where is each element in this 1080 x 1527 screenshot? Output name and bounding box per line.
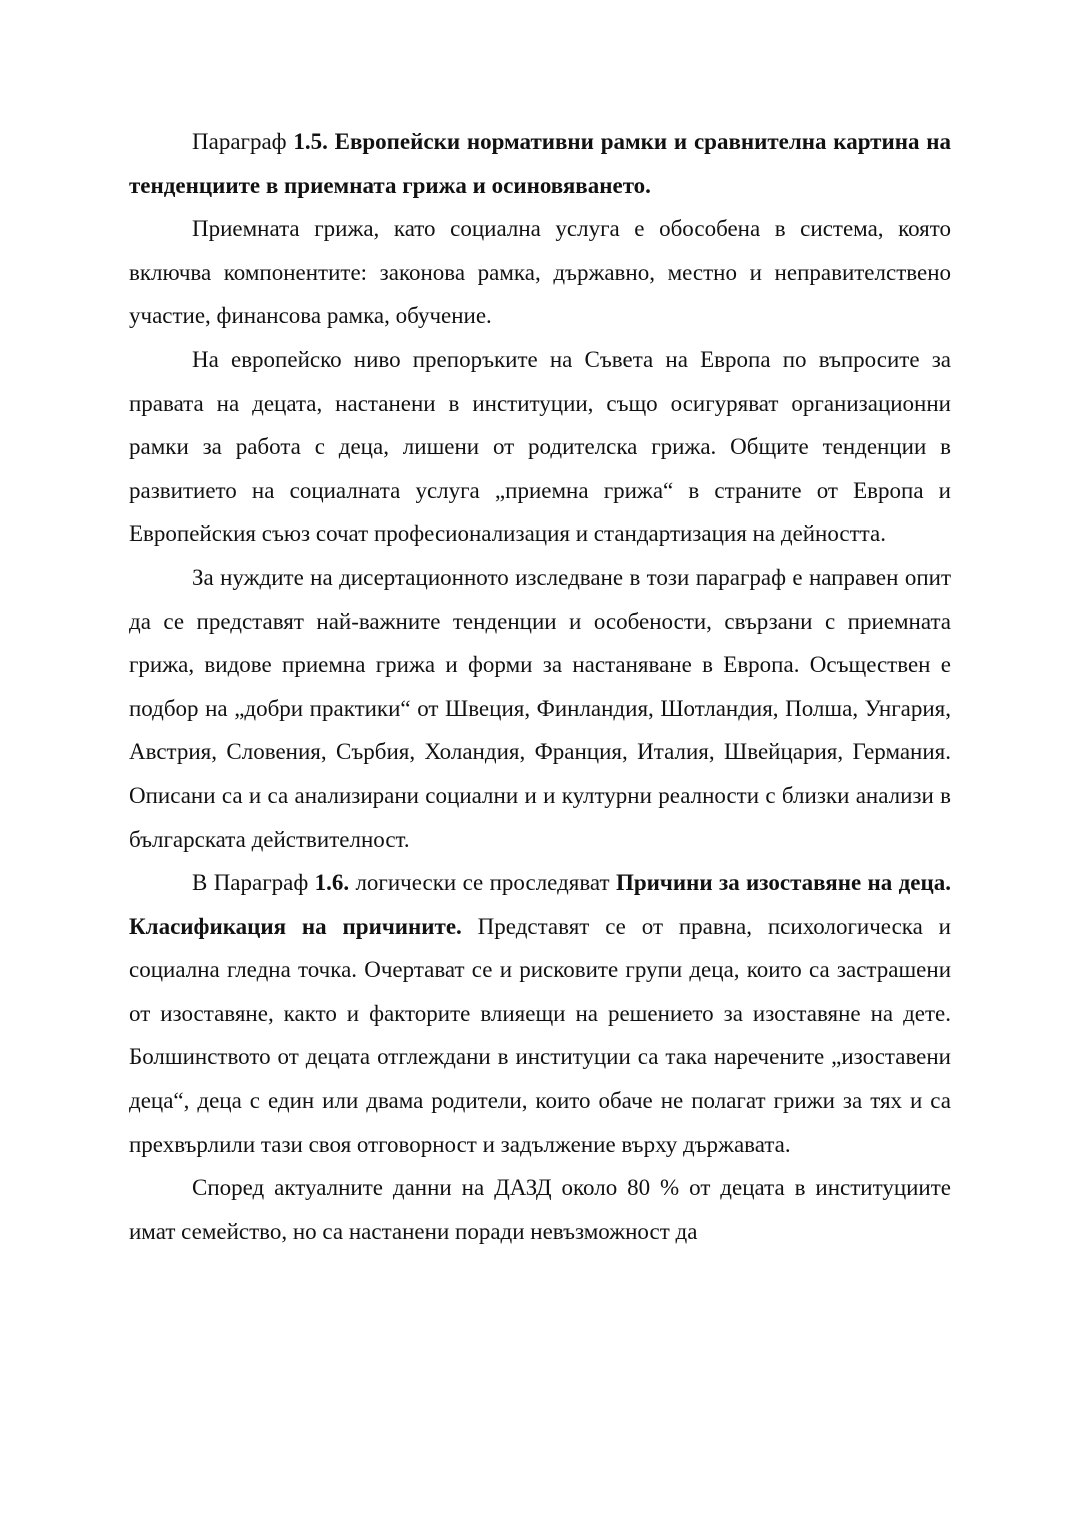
- text-run: логически се проследяват: [349, 870, 616, 896]
- text-run: На европейско ниво препоръките на Съвета на Европа по въпросите за правата на децата, настанени в институции, също осигуряват организационни рамки за работа с деца, лишени от родителска грижа. Общите тенденции в развитието на социалната услуга „приемна грижа“ в страните от Европа и Европейския съюз сочат професионализация и стандартизация на дейността.: [129, 346, 951, 547]
- text-run: В Параграф: [192, 870, 315, 896]
- document-page: [129, 120, 951, 1253]
- paragraph-dazd-data: [129, 1166, 951, 1253]
- text-run: За нуждите на дисертационното изследване в този параграф е направен опит да се представят най-важните тенденции и особености, свързани с приемната грижа, видове приемна грижа и форми за настаняване в Европа. Осъществен е подбор на „добри практики“ от Швеция, Финландия, Шотландия, Полша, Унгария, Австрия, Словения, Сърбия, Холандия, Франция, Италия, Швейцария, Германия. Описани са и са анализирани социални и и културни реалности с близки анализи в българската действителност.: [129, 564, 951, 852]
- text-run: Представят се от правна, психологическа и социална гледна точка. Очертават се и рисковите групи деца, които са застрашени от изоставяне, както и факторите влияещи на решението за изоставяне на дете. Болшинството от децата отглеждани в институции са така наречените „изоставени деца“, деца с един или двама родители, които обаче не полагат грижи за тях и са прехвърлили тази своя отговорност и задължение върху държавата.: [129, 913, 951, 1157]
- text-run: Според актуалните данни на ДАЗД около 80 % от децата в институциите имат семейство, но са настанени поради невъзможност да: [129, 1175, 951, 1244]
- text-run: Параграф: [192, 129, 294, 154]
- paragraph-good-practices: [129, 556, 951, 861]
- paragraph-section-1-5-heading: [129, 120, 951, 207]
- paragraph-council-of-europe: [129, 338, 951, 556]
- text-run: Приемната грижа, като социална услуга е обособена в система, която включва компонентите: законова рамка, държавно, местно и неправителствено участие, финансова рамка, обучение.: [129, 216, 951, 329]
- paragraph-section-1-6: [129, 861, 951, 1166]
- section-title-bold: 1.5. Европейски нормативни рамки и сравнителна картина на тенденциите в приемната грижа и осиновяването.: [129, 129, 951, 198]
- section-title-bold: Причини за изоставяне на деца. Класификация на причините.: [129, 870, 951, 939]
- paragraph-foster-care-system: [129, 207, 951, 338]
- section-number-bold: 1.6.: [314, 870, 350, 896]
